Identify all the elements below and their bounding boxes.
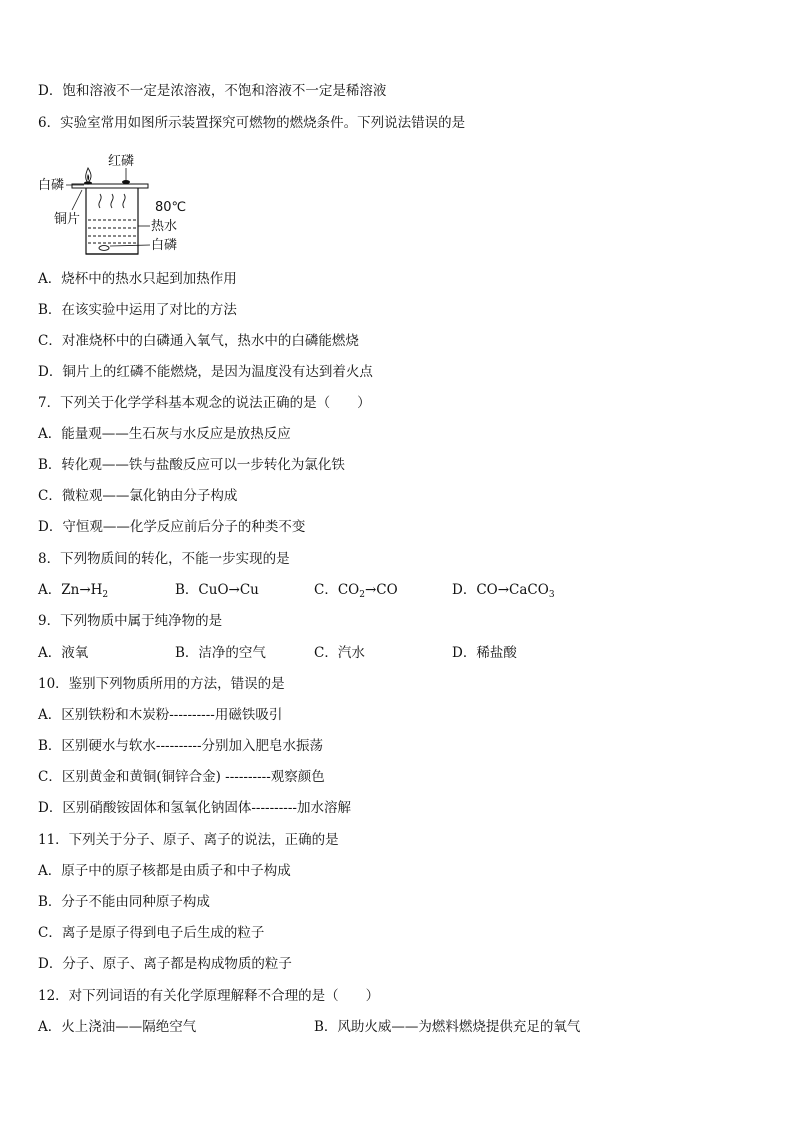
label-red-phosphorus: 红磷 bbox=[108, 154, 135, 169]
q12-stem: 12．对下列词语的有关化学原理解释不合理的是（ ） bbox=[38, 988, 380, 1004]
q12-option-b: B．风助火威——为燃料燃烧提供充足的氧气 bbox=[314, 1019, 581, 1035]
q11-option-d: D．分子、原子、离子都是构成物质的粒子 bbox=[38, 956, 292, 972]
q6-option-d: D．铜片上的红磷不能燃烧，是因为温度没有达到着火点 bbox=[38, 364, 373, 380]
q8-option-a: A．$Zn\to H_2$ bbox=[38, 582, 109, 600]
q6-option-a: A．烧杯中的热水只起到加热作用 bbox=[38, 271, 237, 287]
q6-stem: 6．实验室常用如图所示装置探究可燃物的燃烧条件。下列说法错误的是 bbox=[38, 115, 466, 131]
label-hot-water: 热水 bbox=[151, 219, 178, 234]
q7-option-a: A．能量观——生石灰与水反应是放热反应 bbox=[38, 426, 291, 442]
label-white-phosphorus-water: 白磷 bbox=[151, 238, 178, 253]
q7-stem: 7．下列关于化学学科基本观念的说法正确的是（ ） bbox=[38, 395, 371, 411]
white-phosphorus-in-water bbox=[99, 246, 109, 251]
q11-option-b: B．分子不能由同种原子构成 bbox=[38, 894, 210, 910]
label-white-phosphorus-copper: 白磷 bbox=[38, 178, 65, 193]
q10-option-d: D．区别硝酸铵固体和氢氧化钠固体----------加水溶解 bbox=[38, 800, 351, 816]
q11-option-c: C．离子是原子得到电子后生成的粒子 bbox=[38, 925, 265, 941]
q12-option-a: A．火上浇油——隔绝空气 bbox=[38, 1019, 197, 1035]
q5-option-d: D．饱和溶液不一定是浓溶液，不饱和溶液不一定是稀溶液 bbox=[38, 83, 387, 99]
q8-option-c: C．$CO_2\to CO$ bbox=[314, 582, 398, 600]
q9-stem: 9．下列物质中属于纯净物的是 bbox=[38, 613, 223, 629]
q8-option-b: B．CuO→Cu bbox=[175, 582, 259, 598]
q9-option-a: A．液氧 bbox=[38, 645, 89, 661]
q10-option-c: C．区别黄金和黄铜(铜锌合金) ----------观察颜色 bbox=[38, 769, 325, 785]
q8-stem: 8．下列物质间的转化，不能一步实现的是 bbox=[38, 551, 290, 567]
q11-stem: 11．下列关于分子、原子、离子的说法，正确的是 bbox=[38, 832, 339, 848]
q8-option-d: D．CO→CaCO$_3$ bbox=[452, 582, 555, 600]
label-copper-sheet: 铜片 bbox=[54, 212, 81, 227]
q10-option-a: A．区别铁粉和木炭粉----------用磁铁吸引 bbox=[38, 707, 283, 723]
q7-option-b: B．转化观——铁与盐酸反应可以一步转化为氯化铁 bbox=[38, 457, 345, 473]
q10-stem: 10．鉴别下列物质所用的方法，错误的是 bbox=[38, 676, 285, 692]
q7-option-d: D．守恒观——化学反应前后分子的种类不变 bbox=[38, 519, 306, 535]
q11-option-a: A．原子中的原子核都是由质子和中子构成 bbox=[38, 863, 291, 879]
combustion-experiment-figure bbox=[38, 146, 198, 258]
label-temperature: 80℃ bbox=[155, 200, 187, 215]
q9-option-c: C．汽水 bbox=[314, 645, 365, 661]
q9-option-d: D．稀盐酸 bbox=[452, 645, 517, 661]
red-phosphorus-dot bbox=[122, 180, 130, 184]
beaker-shape bbox=[86, 188, 138, 254]
q7-option-c: C．微粒观——氯化钠由分子构成 bbox=[38, 488, 238, 504]
q9-option-b: B．洁净的空气 bbox=[175, 645, 266, 661]
q10-option-b: B．区别硬水与软水----------分别加入肥皂水振荡 bbox=[38, 738, 324, 754]
q6-option-c: C．对准烧杯中的白磷通入氧气，热水中的白磷能燃烧 bbox=[38, 333, 359, 349]
q6-option-b: B．在该实验中运用了对比的方法 bbox=[38, 302, 237, 318]
